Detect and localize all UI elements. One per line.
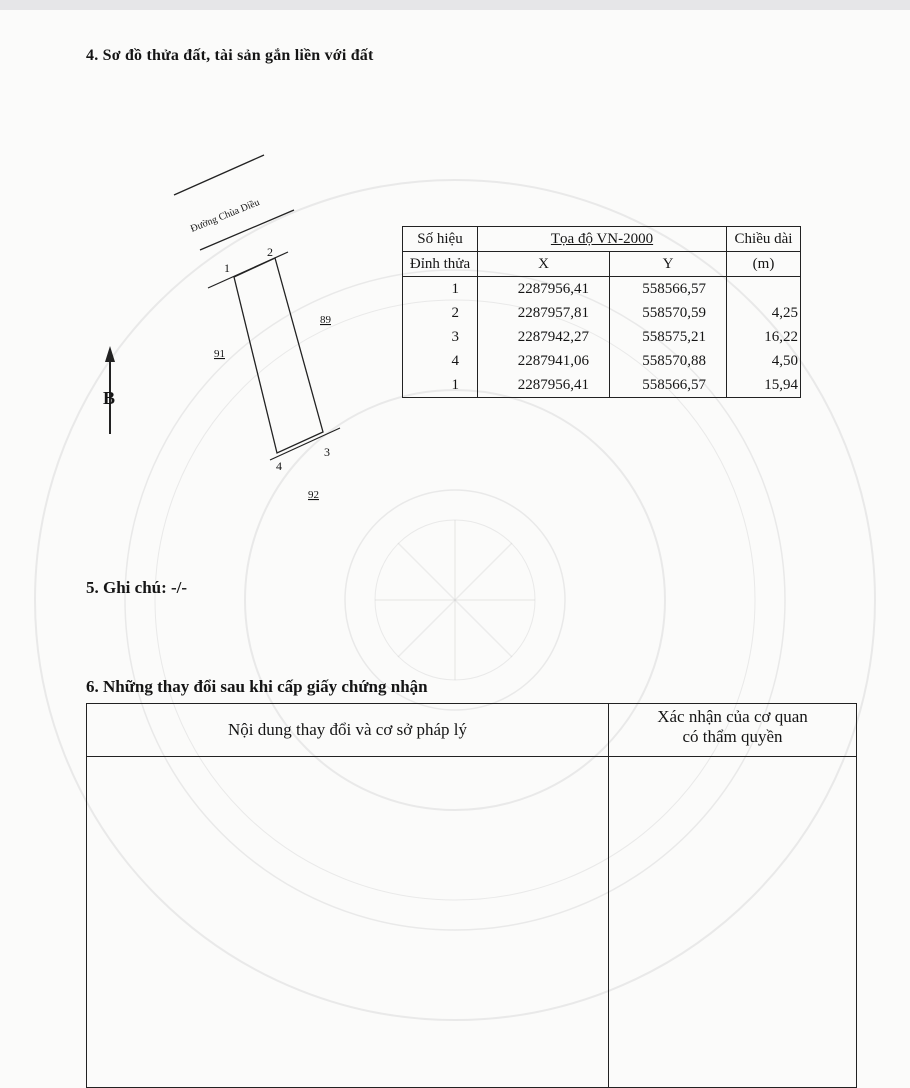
table-row (403, 325, 801, 349)
cell-id: 2 (403, 301, 478, 325)
vertex-3: 3 (324, 445, 330, 459)
confirmation-line1: Xác nhận của cơ quan (657, 707, 808, 726)
cell-x: 2287957,81 (478, 301, 610, 325)
section-5-title: 5. Ghi chú: -/- (86, 578, 188, 597)
neighbor-91: 91 (214, 348, 225, 360)
changes-confirmation-cell[interactable] (609, 757, 857, 1088)
road-label: Đường Chùa Diều (189, 197, 262, 235)
cell-x: 2287942,27 (478, 325, 610, 349)
changes-content-cell[interactable] (87, 757, 609, 1088)
vertex-1: 1 (224, 261, 230, 275)
header-coord-group: Tọa độ VN-2000 (478, 227, 727, 252)
vertex-4: 4 (276, 459, 282, 473)
cell-x: 2287956,41 (478, 277, 610, 302)
header-x: X (478, 252, 610, 277)
table-row (403, 277, 801, 302)
header-vertex-id-line2: Đỉnh thửa (403, 252, 478, 277)
cell-length: 16,22 (727, 325, 801, 349)
cell-length: 4,25 (727, 301, 801, 325)
neighbor-92: 92 (308, 489, 319, 501)
header-length-line2: (m) (727, 252, 801, 277)
neighbor-89: 89 (320, 314, 331, 326)
road-edge-top (174, 155, 264, 195)
changes-table (86, 703, 857, 1088)
north-arrowhead-icon (105, 346, 115, 362)
coordinate-table (402, 226, 801, 398)
cell-x: 2287941,06 (478, 349, 610, 373)
parcel-diagram (90, 140, 390, 520)
cell-y: 558566,57 (610, 277, 727, 302)
cell-id: 3 (403, 325, 478, 349)
parcel-outline (234, 258, 323, 453)
section-4-title: 4. Sơ đồ thửa đất, tài sản gắn liền với đất (86, 47, 374, 64)
north-label: B (103, 388, 116, 408)
table-row (403, 301, 801, 325)
header-vertex-id-line1: Số hiệu (403, 227, 478, 252)
cell-y: 558575,21 (610, 325, 727, 349)
cell-x: 2287956,41 (478, 373, 610, 398)
table-row (403, 349, 801, 373)
cell-y: 558570,59 (610, 301, 727, 325)
cell-y: 558570,88 (610, 349, 727, 373)
changes-header-content: Nội dung thay đổi và cơ sở pháp lý (87, 704, 609, 757)
cell-id: 4 (403, 349, 478, 373)
cell-id: 1 (403, 277, 478, 302)
changes-header-confirmation (609, 704, 857, 757)
table-row (403, 373, 801, 398)
header-y: Y (610, 252, 727, 277)
cell-length: 4,50 (727, 349, 801, 373)
section-6-title: 6. Những thay đổi sau khi cấp giấy chứng nhận (86, 677, 428, 696)
header-length-line1: Chiều dài (727, 227, 801, 252)
cell-id: 1 (403, 373, 478, 398)
cell-length (727, 277, 801, 302)
vertex-2: 2 (267, 245, 273, 259)
cell-length: 15,94 (727, 373, 801, 398)
confirmation-line2: có thẩm quyền (682, 727, 783, 746)
cell-y: 558566,57 (610, 373, 727, 398)
